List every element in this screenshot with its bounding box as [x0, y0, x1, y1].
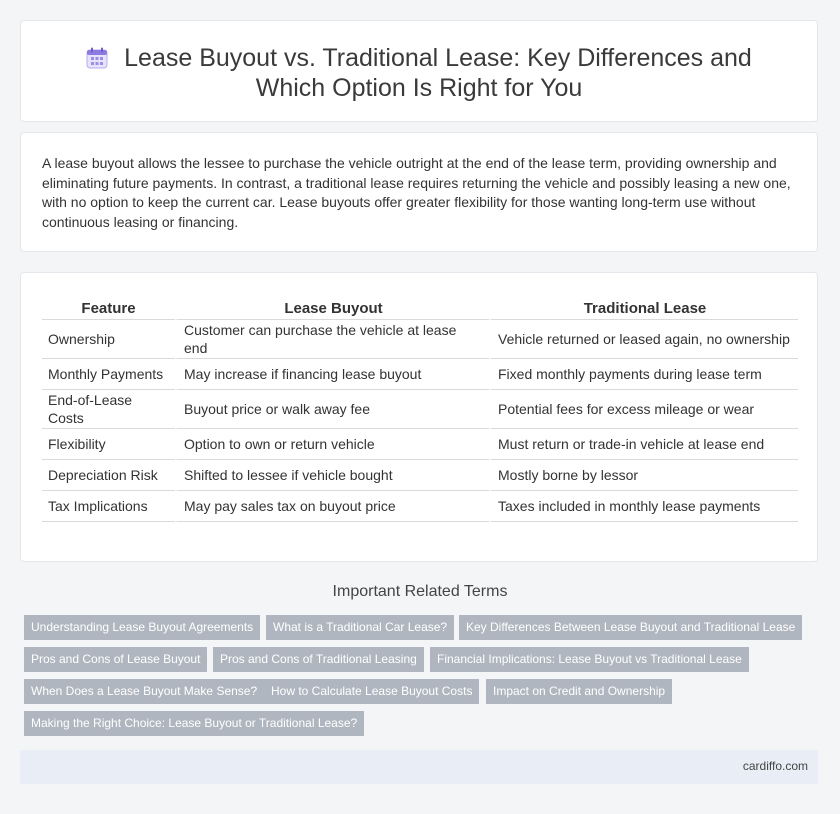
title-card	[20, 20, 818, 122]
related-term-tag[interactable]: Pros and Cons of Lease Buyout	[24, 647, 207, 672]
related-term-tag[interactable]: When Does a Lease Buyout Make Sense?	[24, 679, 264, 704]
table-row	[42, 390, 798, 429]
table-cell: Mostly borne by lessor	[489, 460, 798, 491]
related-term-tag[interactable]: Pros and Cons of Traditional Leasing	[213, 647, 424, 672]
table-cell: Option to own or return vehicle	[175, 429, 489, 460]
footer-site-name[interactable]: cardiffo.com	[742, 759, 808, 773]
table-header-row	[42, 297, 798, 320]
table-cell: May increase if financing lease buyout	[175, 359, 489, 390]
table-cell: Tax Implications	[42, 491, 175, 522]
footer	[20, 750, 818, 784]
related-term-tag[interactable]: Impact on Credit and Ownership	[486, 679, 672, 704]
table-cell: Ownership	[42, 320, 175, 359]
column-header: Lease Buyout	[175, 297, 489, 320]
intro-card	[20, 132, 818, 252]
related-term-tag[interactable]: Making the Right Choice: Lease Buyout or Traditional Lease?	[24, 711, 364, 736]
intro-text: A lease buyout allows the lessee to purchase the vehicle outright at the end of the lease term, providing ownership and eliminating future payments. In contrast, a traditional lease requires returning the vehicle and possibly leasing a new one, with no option to keep the current car. Lease buyouts offer greater flexibility for those wanting long-term use without continuous leasing or financing.	[42, 155, 791, 230]
related-term-tag[interactable]: Financial Implications: Lease Buyout vs Traditional Lease	[430, 647, 749, 672]
table-cell: Buyout price or walk away fee	[175, 390, 489, 429]
table-cell: Shifted to lessee if vehicle bought	[175, 460, 489, 491]
table-row	[42, 359, 798, 390]
related-terms-title: Important Related Terms	[332, 583, 508, 600]
table-cell: Must return or trade-in vehicle at lease end	[489, 429, 798, 460]
table-cell: Vehicle returned or leased again, no ownership	[489, 320, 798, 359]
column-header: Feature	[42, 297, 175, 320]
table-row	[42, 491, 798, 522]
table-cell: End-of-Lease Costs	[42, 390, 175, 429]
table-row	[42, 429, 798, 460]
related-term-tag[interactable]: What is a Traditional Car Lease?	[266, 615, 454, 640]
comparison-card	[20, 272, 818, 562]
related-term-tag[interactable]: How to Calculate Lease Buyout Costs	[264, 679, 479, 704]
comparison-table	[42, 297, 798, 522]
table-row	[42, 320, 798, 359]
table-row	[42, 460, 798, 491]
table-cell: May pay sales tax on buyout price	[175, 491, 489, 522]
page-title-block	[21, 43, 817, 103]
table-cell: Customer can purchase the vehicle at lease end	[175, 320, 489, 359]
page-title: Lease Buyout vs. Traditional Lease: Key Differences and Which Option Is Right for You	[124, 44, 752, 102]
related-term-tag[interactable]: Key Differences Between Lease Buyout and Traditional Lease	[459, 615, 802, 640]
table-cell: Taxes included in monthly lease payments	[489, 491, 798, 522]
calendar-icon	[86, 46, 108, 68]
column-header: Traditional Lease	[489, 297, 798, 320]
table-cell: Depreciation Risk	[42, 460, 175, 491]
related-term-tag[interactable]: Understanding Lease Buyout Agreements	[24, 615, 260, 640]
table-cell: Fixed monthly payments during lease term	[489, 359, 798, 390]
table-cell: Flexibility	[42, 429, 175, 460]
table-cell: Monthly Payments	[42, 359, 175, 390]
table-cell: Potential fees for excess mileage or wear	[489, 390, 798, 429]
